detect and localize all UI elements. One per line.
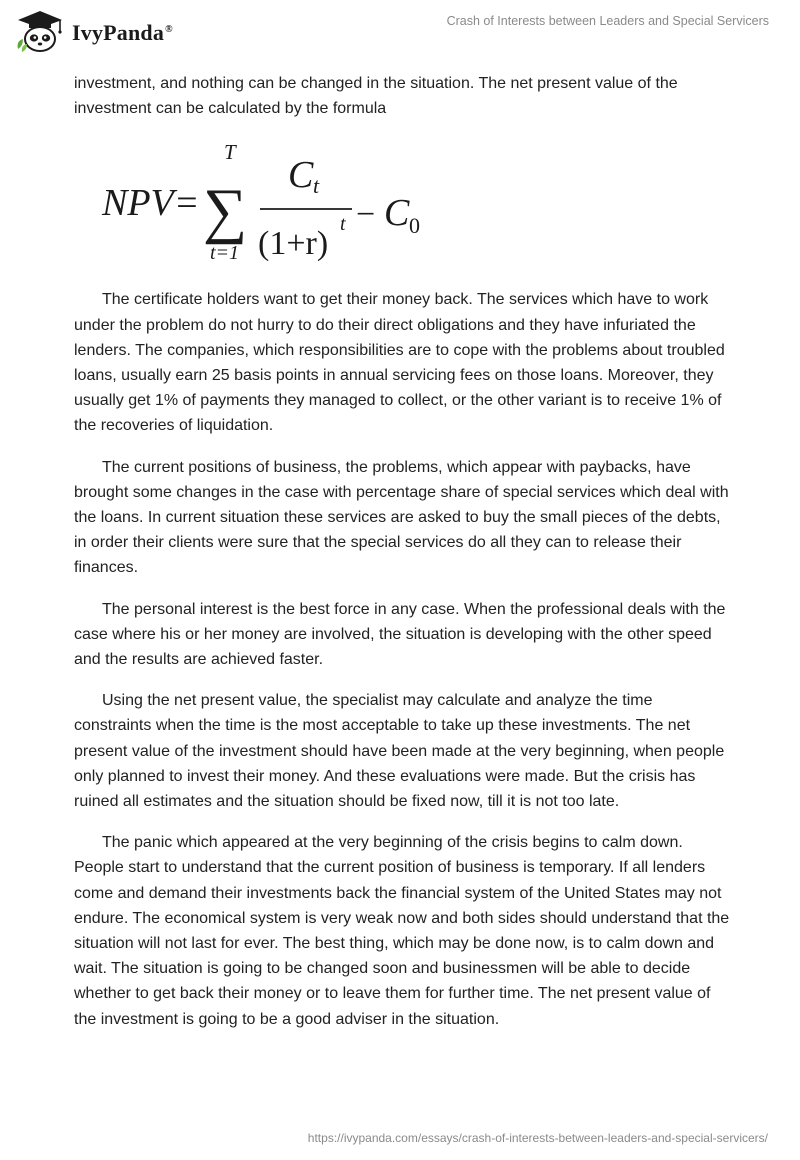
c-zero: C xyxy=(384,192,410,235)
paragraph-certificate-holders: The certificate holders want to get their money back. The services which have to work under the problem do not hurry to do their direct obligations and they have infuriated the lenders. The companies, which responsibilities are to cope with the problems about troubled loans, usually earn 25 basis points in annual servicing fees on those loans. Moreover, they usually get 1% of payments they managed to collect, or the other variant is to receive 1% of the recoveries of liquidation. xyxy=(74,291,725,435)
numerator-c: C xyxy=(288,154,314,197)
paragraph-panic: The panic which appeared at the very beginning of the crisis begins to calm down. People start to understand that the current position of business is temporary. If all lenders come and demand their investments back the financial system of the United States may not endure. The economical system is very weak now and both sides should understand that the situation will not last for ever. The best thing, which may be done now, is to calm down and wait. The situation is going to be changed soon and businessmen will be able to decide whether to get back their money or to leave them for further time. The net present value of the investment is going to be a good adviser in the situation. xyxy=(74,834,730,1028)
numerator-subscript: t xyxy=(313,173,320,199)
npv-formula xyxy=(74,137,734,271)
sum-upper-limit: T xyxy=(224,140,236,165)
paragraph-intro: investment, and nothing can be changed in the situation. The net present value of the investment can be calculated by the formula xyxy=(74,75,678,118)
essay-content xyxy=(74,71,734,1048)
panda-graduate-icon xyxy=(14,9,66,53)
c-zero-subscript: 0 xyxy=(409,213,420,239)
sum-lower-limit: t=1 xyxy=(210,242,240,265)
paragraph-personal-interest: The personal interest is the best force in any case. When the professional deals with the case where his or her money are involved, the situation is developing with the other speed and the results are achieved faster. xyxy=(74,600,726,669)
npv-formula-graphic xyxy=(100,137,460,271)
denominator-exponent: t xyxy=(340,213,346,236)
denominator: (1+r) xyxy=(258,225,329,263)
source-url[interactable]: https://ivypanda.com/essays/crash-of-interests-between-leaders-and-special-servicers/ xyxy=(307,1131,768,1145)
document-title: Crash of Interests between Leaders and Special Servicers xyxy=(446,14,769,28)
npv-lhs: NPV= xyxy=(102,182,200,225)
paragraph-current-positions: The current positions of business, the problems, which appear with paybacks, have brought some changes in the case with percentage share of special services which deal with the loans. In current situation these services are asked to buy the small pieces of the debts, in order their clients were sure that the special services do all they can to release their finances. xyxy=(74,458,729,577)
sigma-symbol: ∑ xyxy=(203,177,248,246)
minus-sign: − xyxy=(356,196,376,234)
ivypanda-logo[interactable] xyxy=(14,9,173,53)
page-header xyxy=(0,0,800,60)
brand-name: IvyPanda® xyxy=(72,20,173,45)
paragraph-net-present-value: Using the net present value, the specialist may calculate and analyze the time constraints when the time is the most acceptable to take up these investments. The net present value of the investment should have been made at the very beginning, when people only planned to invest their money. And these evaluations were made. But the crisis has ruined all estimates and the situation should be fixed now, till it is not too late. xyxy=(74,692,725,811)
